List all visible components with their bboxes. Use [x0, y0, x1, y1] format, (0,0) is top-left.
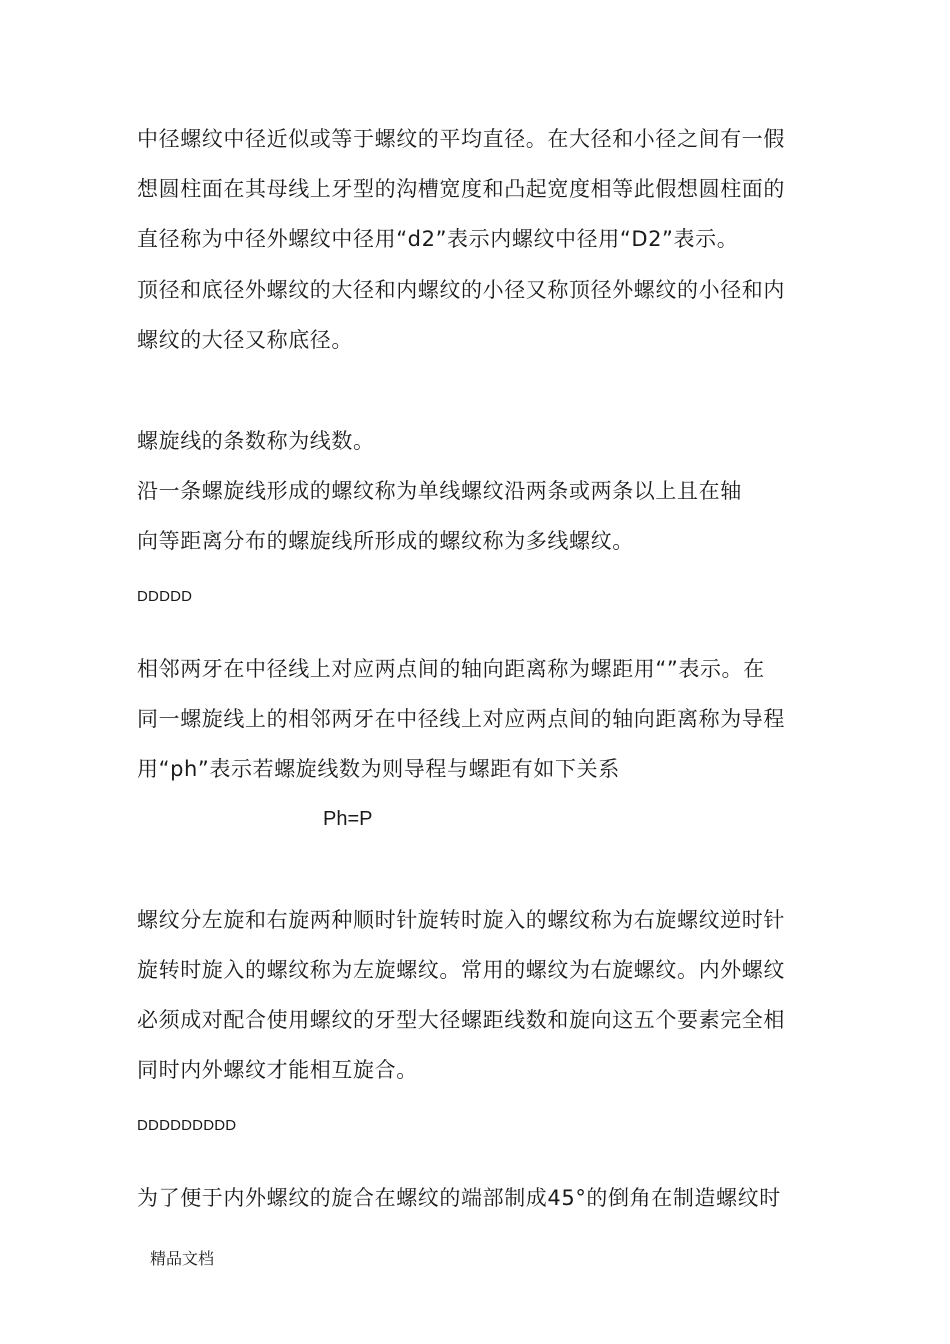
- text-line: 螺纹的大径又称底径。: [137, 328, 353, 352]
- text-line: 沿一条螺旋线形成的螺纹称为单线螺纹沿两条或两条以上且在轴: [137, 479, 742, 503]
- text-line: 中径螺纹中径近似或等于螺纹的平均直径。在大径和小径之间有一假: [137, 127, 785, 151]
- text-line: 必须成对配合使用螺纹的牙型大径螺距线数和旋向这五个要素完全相: [137, 1008, 785, 1032]
- text-line: 相邻两牙在中径线上对应两点间的轴向距离称为螺距用“”表示。在: [137, 657, 765, 681]
- text-line: 顶径和底径外螺纹的大径和内螺纹的小径又称顶径外螺纹的小径和内: [137, 278, 785, 302]
- heading-marker: DDDDD: [137, 588, 193, 605]
- text-line: 直径称为中径外螺纹中径用“d2”表示内螺纹中径用“D2”表示。: [137, 227, 739, 251]
- formula: Ph=P: [323, 808, 373, 830]
- text-line: 螺旋线的条数称为线数。: [137, 429, 375, 453]
- text-line: 旋转时旋入的螺纹称为左旋螺纹。常用的螺纹为右旋螺纹。内外螺纹: [137, 958, 785, 982]
- text-line: 为了便于内外螺纹的旋合在螺纹的端部制成45°的倒角在制造螺纹时: [137, 1186, 781, 1210]
- text-line: 螺纹分左旋和右旋两种顺时针旋转时旋入的螺纹称为右旋螺纹逆时针: [137, 908, 785, 932]
- text-line: 想圆柱面在其母线上牙型的沟槽宽度和凸起宽度相等此假想圆柱面的: [137, 177, 785, 201]
- text-line: 用“ph”表示若螺旋线数为则导程与螺距有如下关系: [137, 757, 620, 781]
- page-footer-label: 精品文档: [150, 1249, 215, 1268]
- text-line: 同时内外螺纹才能相互旋合。: [137, 1058, 418, 1082]
- heading-marker: DDDDDDDDD: [137, 1117, 237, 1134]
- text-line: 同一螺旋线上的相邻两牙在中径线上对应两点间的轴向距离称为导程: [137, 707, 785, 731]
- text-line: 向等距离分布的螺旋线所形成的螺纹称为多线螺纹。: [137, 529, 634, 553]
